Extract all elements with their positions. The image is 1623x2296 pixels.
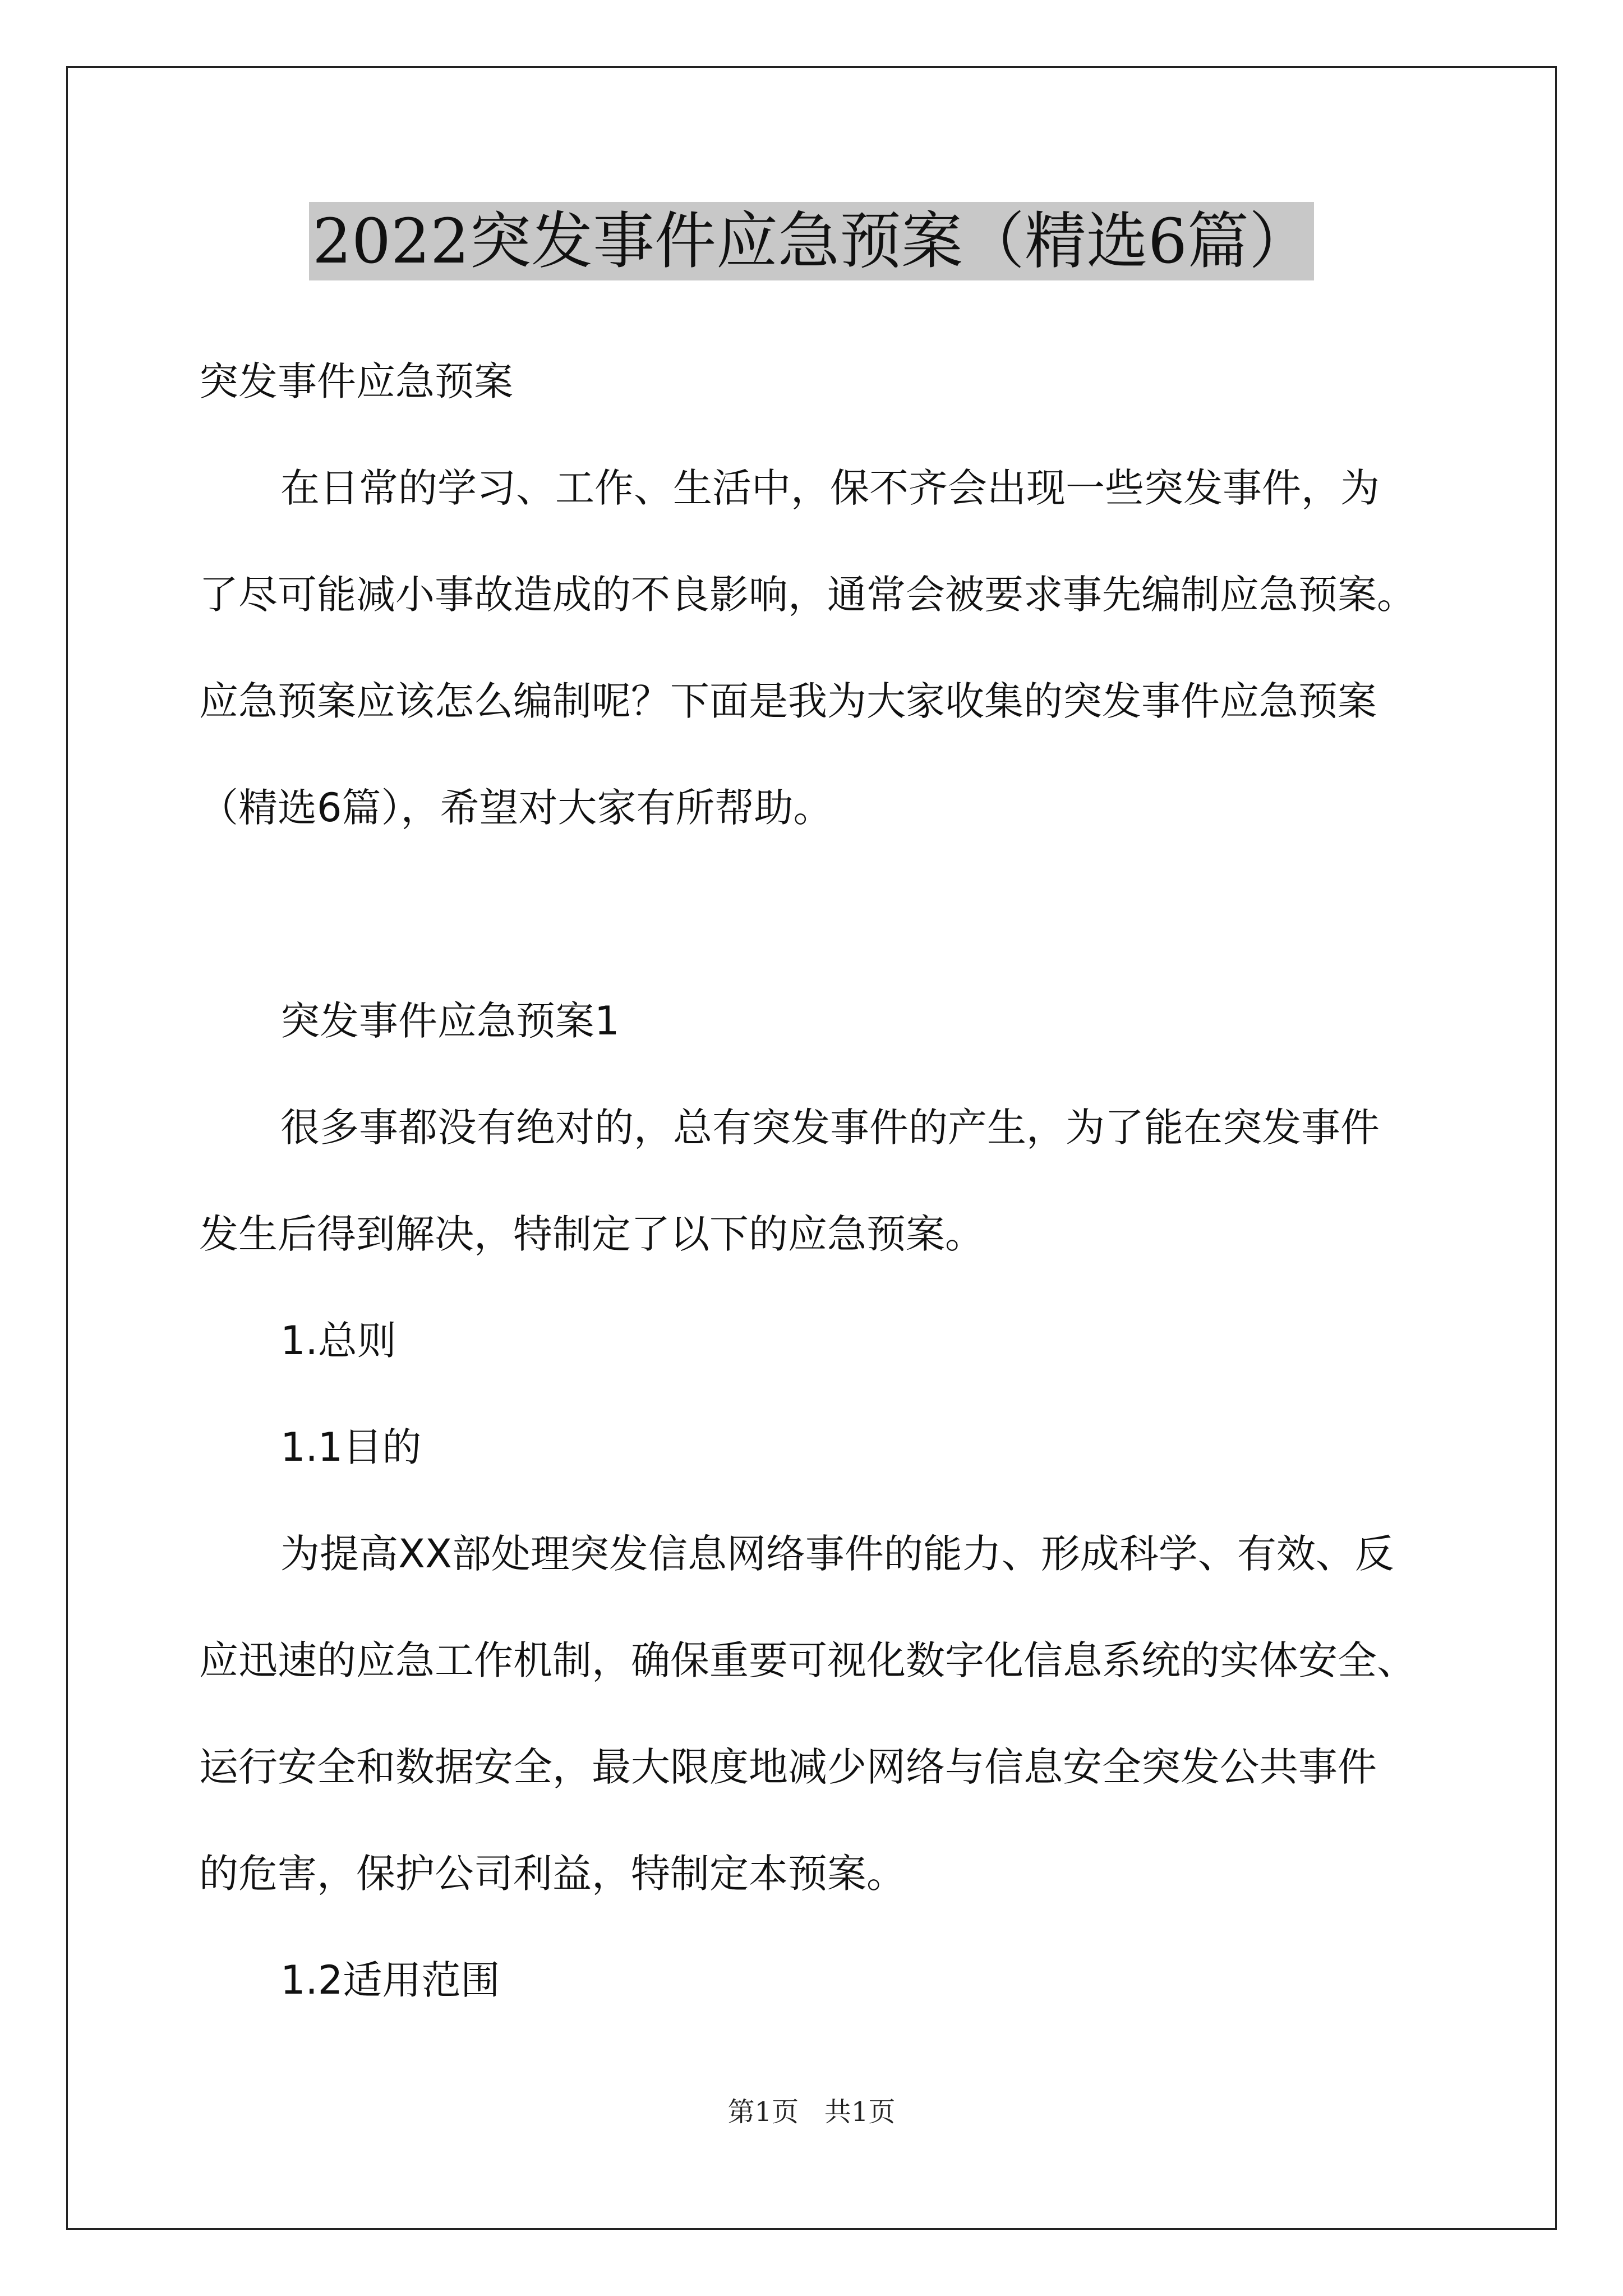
body-line: 了尽可能减小事故造成的不良影响，通常会被要求事先编制应急预案。 <box>199 572 1416 618</box>
body-line: 突发事件应急预案 <box>199 358 513 404</box>
body-line: 很多事都没有绝对的，总有突发事件的产生，为了能在突发事件 <box>280 1105 1380 1151</box>
title-container <box>0 202 1623 280</box>
section-heading: 1.1目的 <box>280 1424 422 1470</box>
body-line: 应迅速的应急工作机制，确保重要可视化数字化信息系统的实体安全、 <box>199 1637 1416 1683</box>
section-heading: 1.总则 <box>280 1318 396 1364</box>
body-line: 发生后得到解决，特制定了以下的应急预案。 <box>199 1211 984 1257</box>
body-line: 在日常的学习、工作、生活中，保不齐会出现一些突发事件，为 <box>280 465 1380 511</box>
body-line: 运行安全和数据安全，最大限度地减少网络与信息安全突发公共事件 <box>199 1744 1377 1790</box>
body-line: 应急预案应该怎么编制呢？下面是我为大家收集的突发事件应急预案 <box>199 678 1377 724</box>
document-title: 2022突发事件应急预案（精选6篇） <box>309 202 1314 280</box>
body-line: 的危害，保护公司利益，特制定本预案。 <box>199 1851 906 1897</box>
body-line: 为提高XX部处理突发信息网络事件的能力、形成科学、有效、反 <box>280 1531 1394 1577</box>
section-heading: 突发事件应急预案1 <box>280 998 620 1044</box>
body-line: （精选6篇），希望对大家有所帮助。 <box>199 785 833 831</box>
section-heading: 1.2适用范围 <box>280 1957 500 2003</box>
page-number: 第1页 共1页 <box>727 2096 896 2128</box>
